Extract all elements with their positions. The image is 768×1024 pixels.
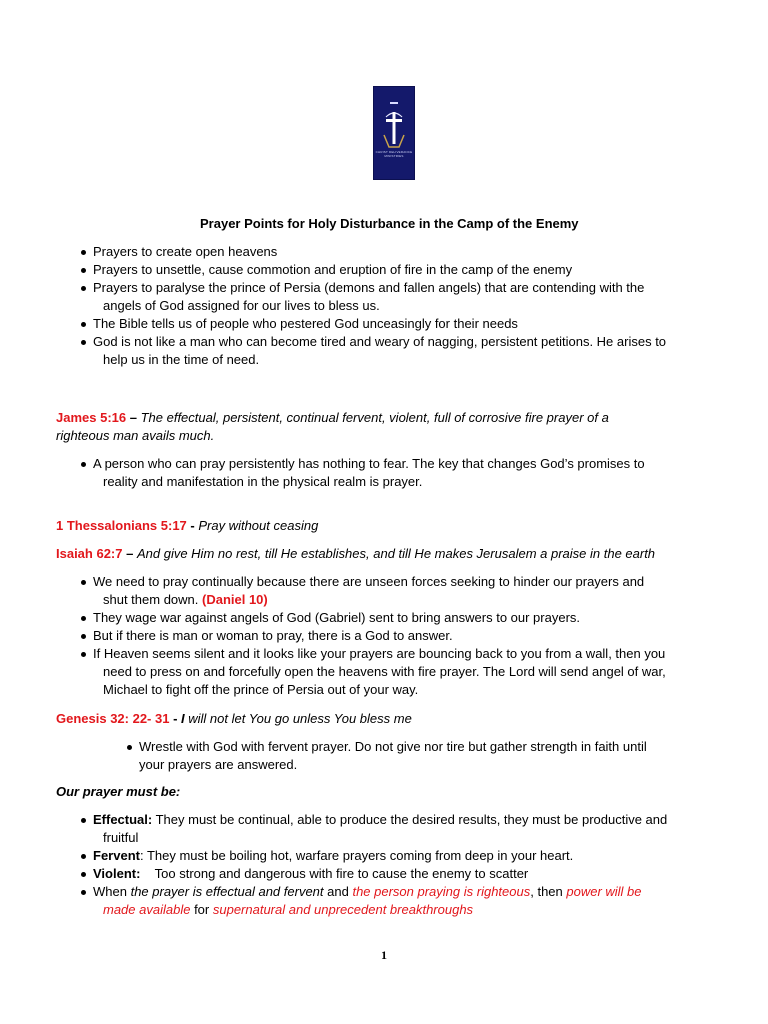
list-item: God is not like a man who can become tired and weary of nagging, persistent petitions. He arises to help us in the time of need. <box>93 333 733 369</box>
james-points-list <box>93 455 733 491</box>
genesis-verse: Genesis 32: 22- 31 - I will not let You go unless You bless me <box>56 711 412 726</box>
genesis-points-list <box>139 738 739 774</box>
intro-points-list <box>93 243 733 369</box>
prayer-must-list <box>93 811 733 919</box>
list-item: We need to pray continually because there are unseen forces seeking to hinder our prayers and shut them down. (Daniel 10) <box>93 573 733 609</box>
list-item: Fervent: They must be boiling hot, warfare prayers coming from deep in your heart. <box>93 847 733 865</box>
document-title: Prayer Points for Holy Disturbance in the Camp of the Enemy <box>200 216 579 231</box>
list-item: Prayers to paralyse the prince of Persia (demons and fallen angels) that are contending with the angels of God assigned for our lives to bless us. <box>93 279 733 315</box>
logo-text: CHRIST DELIVERANCE MINISTRIES <box>375 150 413 158</box>
thessalonians-verse: 1 Thessalonians 5:17 - Pray without ceasing <box>56 518 319 533</box>
isaiah-points-list <box>93 573 733 699</box>
list-item: Effectual: They must be continual, able to produce the desired results, they must be productive and fruitful <box>93 811 733 847</box>
ministry-logo <box>373 86 415 180</box>
prayer-must-heading: Our prayer must be: <box>56 784 181 799</box>
list-item: Prayers to create open heavens <box>93 243 733 261</box>
james-verse: James 5:16 – The effectual, persistent, continual fervent, violent, full of corrosive fire prayer of a righteous man avails much. <box>56 410 609 443</box>
list-item: If Heaven seems silent and it looks like your prayers are bouncing back to you from a wall, then you need to press on and forcefully open the heavens with fire prayer. The Lord will send angel of war, Michael to fight off the prince of Persia out of your way. <box>93 645 733 699</box>
scripture-reference: Isaiah 62:7 <box>56 546 123 561</box>
page-number: 1 <box>381 948 387 962</box>
scripture-reference: 1 Thessalonians 5:17 <box>56 518 187 533</box>
list-item: When the prayer is effectual and fervent and the person praying is righteous, then power will be made available for supernatural and unprecedent breakthroughs <box>93 883 733 919</box>
list-item: They wage war against angels of God (Gabriel) sent to bring answers to our prayers. <box>93 609 733 627</box>
scripture-reference: Genesis 32: 22- 31 <box>56 711 170 726</box>
list-item: Prayers to unsettle, cause commotion and eruption of fire in the camp of the enemy <box>93 261 733 279</box>
list-item: Violent: Too strong and dangerous with fire to cause the enemy to scatter <box>93 865 733 883</box>
scripture-reference: James 5:16 <box>56 410 127 425</box>
list-item: Wrestle with God with fervent prayer. Do not give nor tire but gather strength in faith until your prayers are answered. <box>139 738 739 774</box>
isaiah-verse: Isaiah 62:7 – And give Him no rest, till He establishes, and till He makes Jerusalem a praise in the earth <box>56 546 656 561</box>
list-item: The Bible tells us of people who pestered God unceasingly for their needs <box>93 315 733 333</box>
list-item: But if there is man or woman to pray, there is a God to answer. <box>93 627 733 645</box>
cross-icon <box>374 87 414 179</box>
list-item: A person who can pray persistently has nothing to fear. The key that changes God’s promises to reality and manifestation in the physical realm is prayer. <box>93 455 733 491</box>
